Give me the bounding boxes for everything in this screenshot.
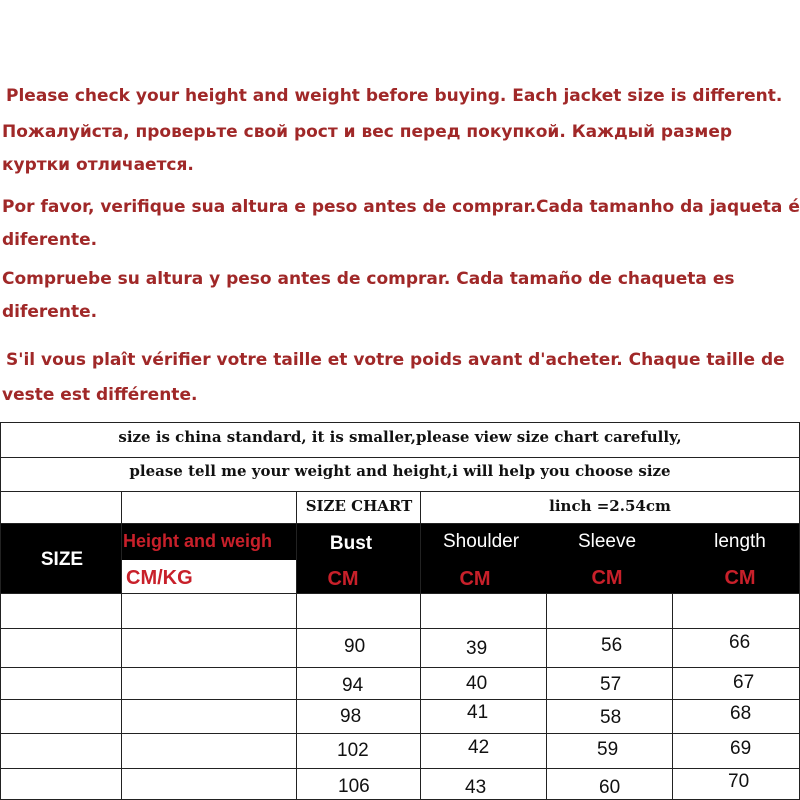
cell-shoulder: 40	[466, 673, 488, 694]
table-border	[546, 593, 547, 800]
notice-line: diferente.	[2, 302, 98, 322]
table-border	[0, 491, 800, 492]
cell-bust: 98	[340, 706, 362, 727]
notice-line: Пожалуйста, проверьте свой рост и вес перед покупкой. Каждый размер	[2, 122, 733, 142]
table-border	[296, 491, 297, 800]
unit-length: CM	[724, 567, 756, 589]
cell-length: 67	[733, 672, 755, 693]
banner-line: please tell me your weight and height,i will help you choose size	[129, 462, 671, 480]
notice-line: S'il vous plaît vérifier votre taille et votre poids avant d'acheter. Chaque taille de	[6, 350, 785, 370]
cell-shoulder: 39	[466, 638, 488, 659]
table-border	[0, 768, 800, 769]
notice-line: Por favor, verifique sua altura e peso antes de comprar.Cada tamanho da jaqueta é	[2, 197, 800, 217]
table-border	[0, 628, 800, 629]
cell-bust: 90	[344, 636, 366, 657]
unit-height-weight: CM/KG	[126, 567, 193, 589]
cell-shoulder: 41	[467, 702, 489, 723]
unit-shoulder: CM	[459, 568, 491, 590]
table-border	[0, 733, 800, 734]
header-shoulder: Shoulder	[442, 531, 520, 552]
table-border	[0, 593, 800, 594]
notice-line: veste est différente.	[2, 385, 198, 405]
cell-sleeve: 57	[600, 674, 622, 695]
unit-bust: CM	[327, 568, 359, 590]
banner-line: size is china standard, it is smaller,please view size chart carefully,	[118, 428, 682, 446]
notice-line: Please check your height and weight before buying. Each jacket size is different.	[6, 86, 783, 106]
cell-sleeve: 59	[597, 739, 619, 760]
cell-bust: 102	[337, 740, 369, 761]
cell-length: 70	[728, 771, 750, 792]
cell-length: 66	[729, 632, 751, 653]
header-length: length	[714, 531, 766, 552]
table-border	[672, 593, 673, 800]
notice-line: diferente.	[2, 230, 98, 250]
unit-conversion: linch =2.54cm	[549, 497, 671, 515]
cell-shoulder: 42	[468, 737, 490, 758]
unit-sleeve: CM	[591, 567, 623, 589]
cell-sleeve: 56	[601, 635, 623, 656]
table-border	[420, 491, 421, 800]
table-border	[0, 422, 800, 423]
cell-sleeve: 58	[600, 707, 622, 728]
header-bust: Bust	[329, 533, 373, 554]
table-border	[0, 523, 800, 524]
table-border	[0, 699, 800, 700]
header-size: SIZE	[40, 549, 84, 570]
cell-shoulder: 43	[465, 777, 487, 798]
table-border	[0, 667, 800, 668]
table-border	[121, 491, 122, 800]
cell-bust: 94	[342, 675, 364, 696]
cell-length: 68	[730, 703, 752, 724]
header-sleeve: Sleeve	[577, 531, 637, 552]
header-height-weight: Height and weigh	[123, 531, 273, 551]
cell-length: 69	[730, 738, 752, 759]
notice-line: Compruebe su altura y peso antes de comprar. Cada tamaño de chaqueta es	[2, 269, 735, 289]
cell-bust: 106	[338, 776, 370, 797]
cell-sleeve: 60	[599, 777, 621, 798]
chart-title: SIZE CHART	[305, 497, 413, 515]
table-border	[0, 457, 800, 458]
notice-line: куртки отличается.	[2, 155, 194, 175]
